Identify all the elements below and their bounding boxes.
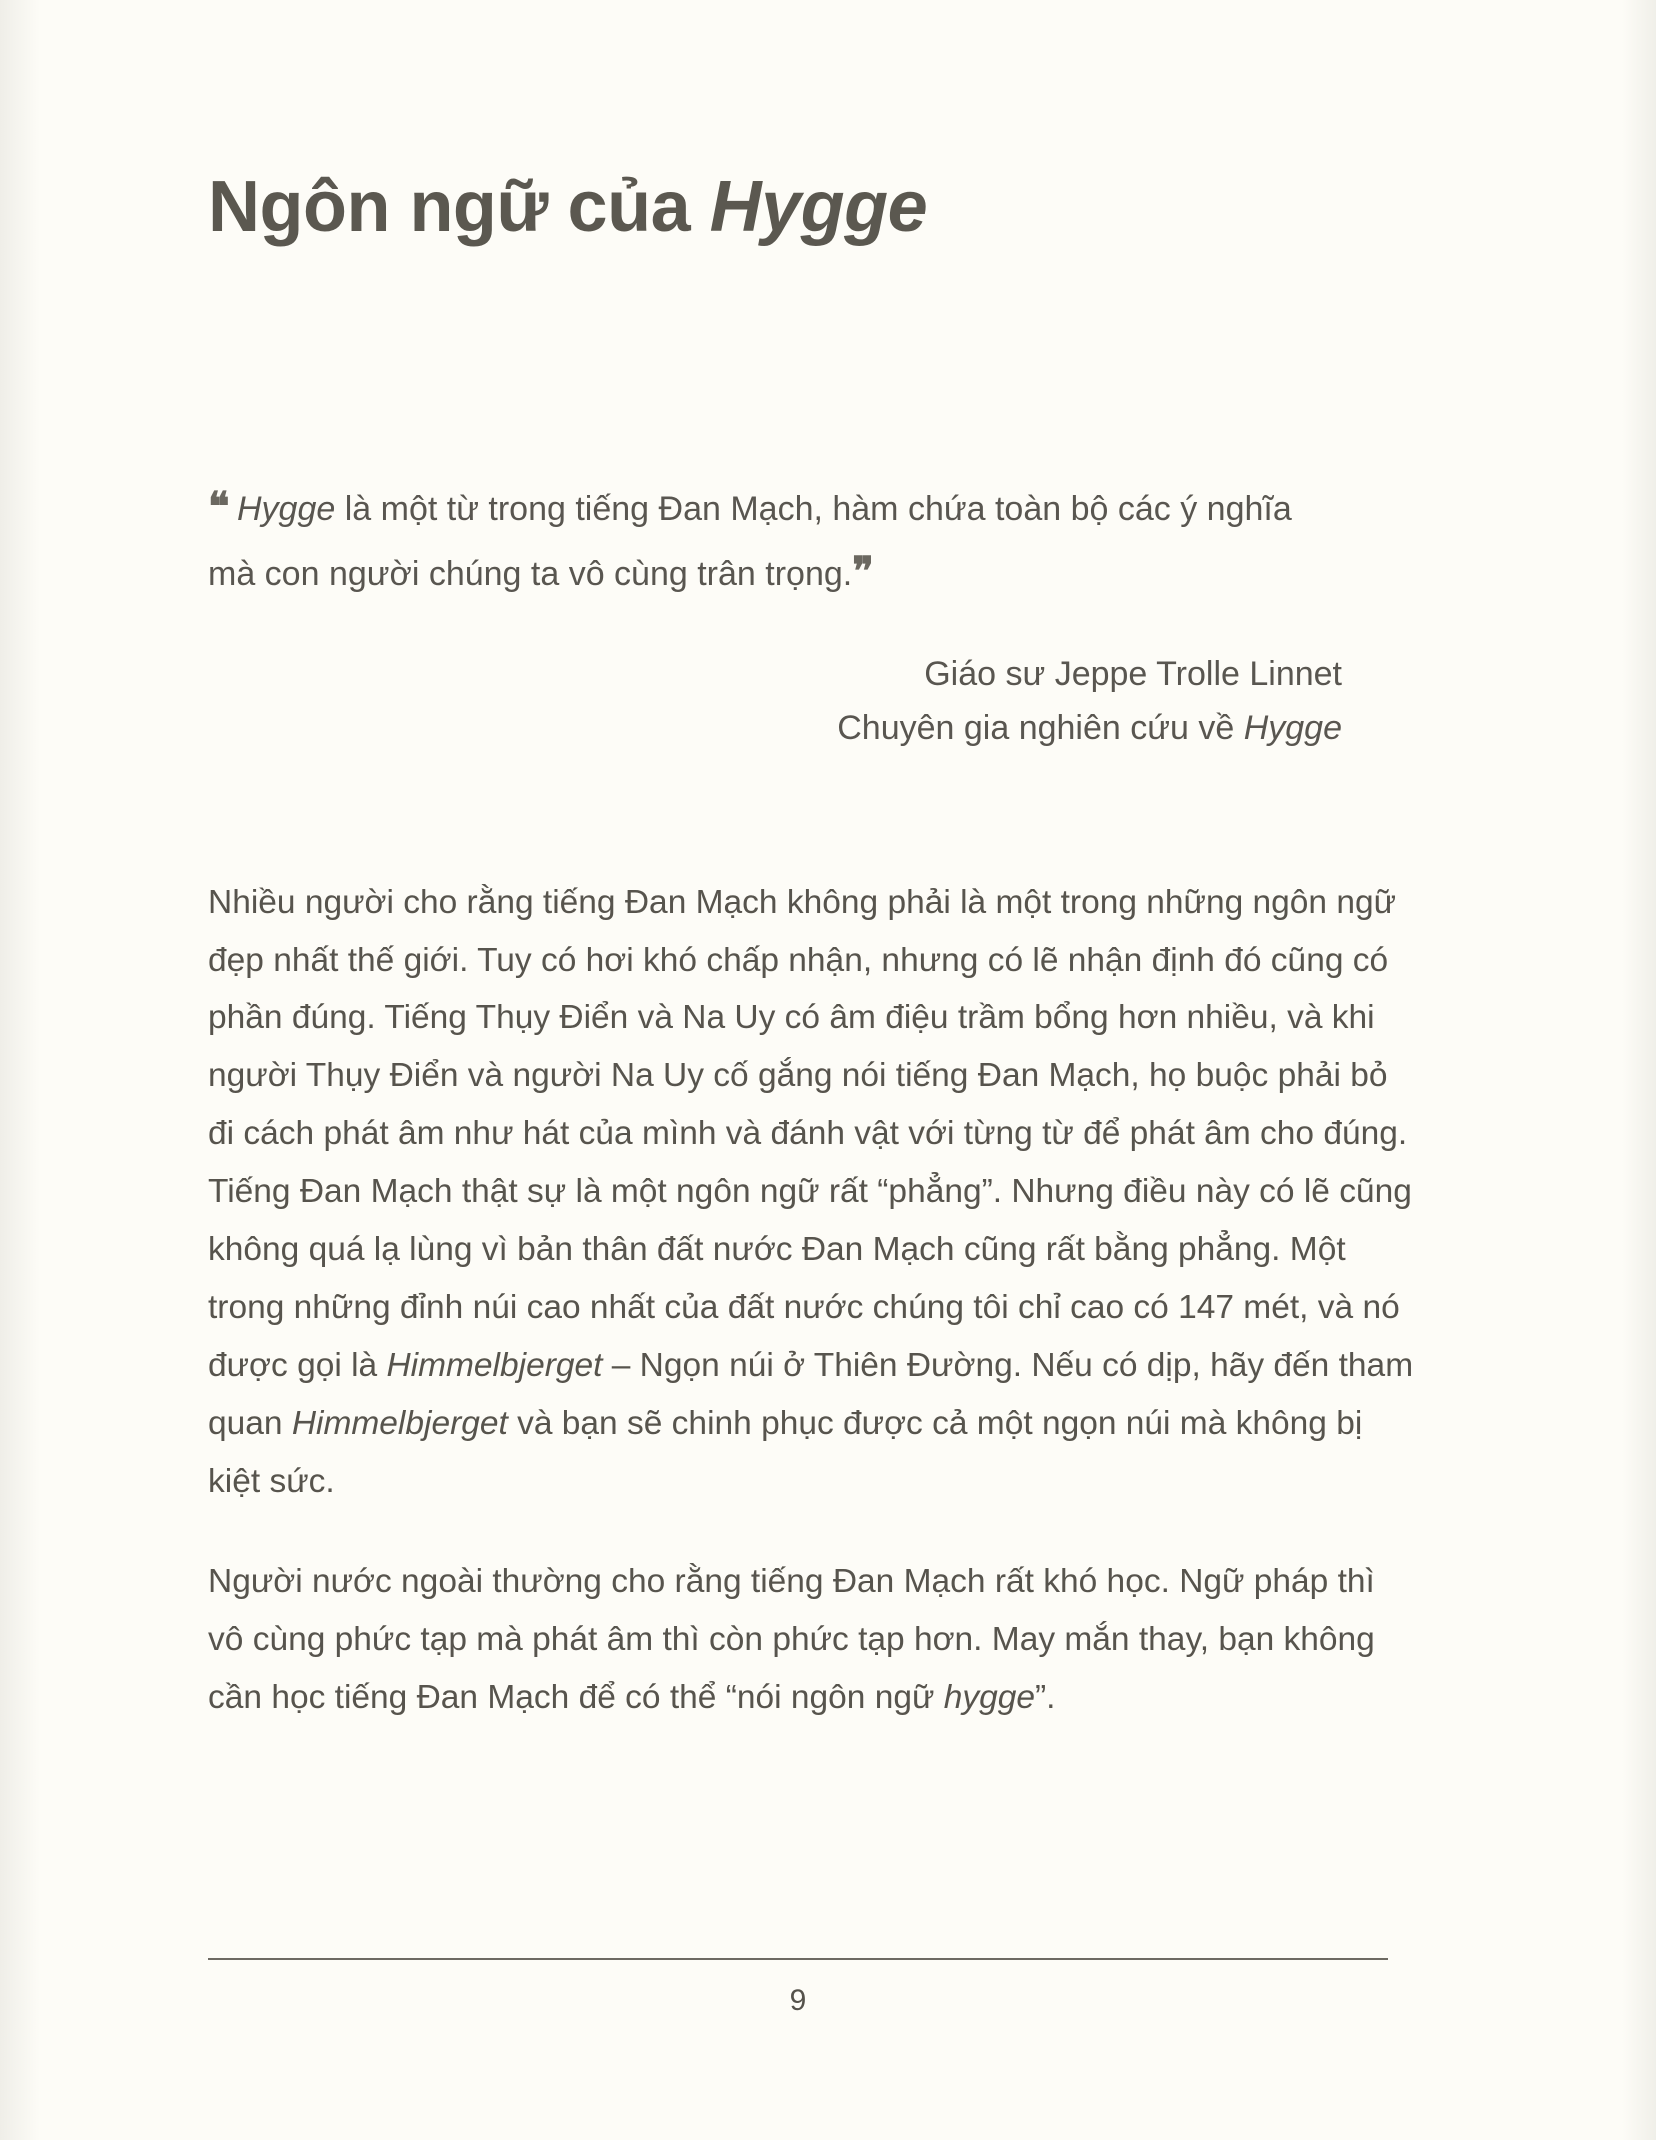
paragraph-2-italic-1: hygge: [943, 1678, 1035, 1716]
quote-attribution: [208, 647, 1348, 756]
paragraph-2: [208, 1553, 1418, 1727]
quote-attribution-name: Giáo sư Jeppe Trolle Linnet: [924, 654, 1342, 693]
quote-italic-lead: Hygge: [236, 490, 336, 529]
quote-body: là một từ trong tiếng Đan Mạch, hàm chứa toàn bộ các ý nghĩa mà con người chúng ta vô cùng trân trọng.: [208, 490, 1292, 593]
paragraph-1-part-b: – Ngọn núi ở Thiên Đường. Nếu có dịp, hãy đến tham quan: [208, 1347, 1414, 1443]
page-content: [208, 0, 1418, 2140]
paragraph-1-italic-1: Himmelbjerget: [386, 1347, 603, 1385]
quote-close-mark: ❞: [852, 549, 872, 594]
quote-text: [208, 475, 1348, 605]
body-copy: [208, 874, 1418, 1727]
paragraph-1-italic-2: Himmelbjerget: [291, 1405, 508, 1443]
paragraph-2-part-a: Người nước ngoài thường cho rằng tiếng Đan Mạch rất khó học. Ngữ pháp thì vô cùng phức tạp mà phát âm thì còn phức tạp hơn. May mắn thay, bạn không cần học tiếng Đan Mạch để có thể “nói ngôn ngữ: [208, 1563, 1375, 1716]
quote-attribution-role-plain: Chuyên gia nghiên cứu về: [837, 709, 1244, 748]
paragraph-1-part-a: Nhiều người cho rằng tiếng Đan Mạch không phải là một trong những ngôn ngữ đẹp nhất thế giới. Tuy có hơi khó chấp nhận, nhưng có lẽ nhận định đó cũng có phần đúng. Tiếng Thụy Điển và Na Uy có âm điệu trầm bổng hơn nhiều, và khi người Thụy Điển và người Na Uy cố gắng nói tiếng Đan Mạch, họ buộc phải bỏ đi cách phát âm như hát của mình và đánh vật với từng từ để phát âm cho đúng. Tiếng Đan Mạch thật sự là một ngôn ngữ rất “phẳng”. Nhưng điều này có lẽ cũng không quá lạ lùng vì bản thân đất nước Đan Mạch cũng rất bằng phẳng. Một trong những đỉnh núi cao nhất của đất nước chúng tôi chỉ cao có 147 mét, và nó được gọi là: [208, 883, 1412, 1385]
quote-attribution-role: [208, 701, 1342, 755]
pull-quote: [208, 475, 1348, 755]
page-title: [208, 0, 1418, 247]
footer-divider: [208, 1958, 1388, 1960]
quote-attribution-role-italic: Hygge: [1243, 709, 1342, 748]
quote-open-mark: ❝: [208, 485, 228, 530]
page-title-italic: Hygge: [709, 167, 928, 247]
paragraph-1-part-c: và bạn sẽ chinh phục được cả một ngọn núi mà không bị kiệt sức.: [208, 1405, 1363, 1501]
paragraph-2-part-b: ”.: [1035, 1678, 1056, 1716]
page-title-plain: Ngôn ngữ của: [208, 167, 710, 247]
page-footer: [208, 1958, 1418, 2018]
paragraph-1: [208, 874, 1418, 1511]
page-number: 9: [789, 1984, 807, 2017]
